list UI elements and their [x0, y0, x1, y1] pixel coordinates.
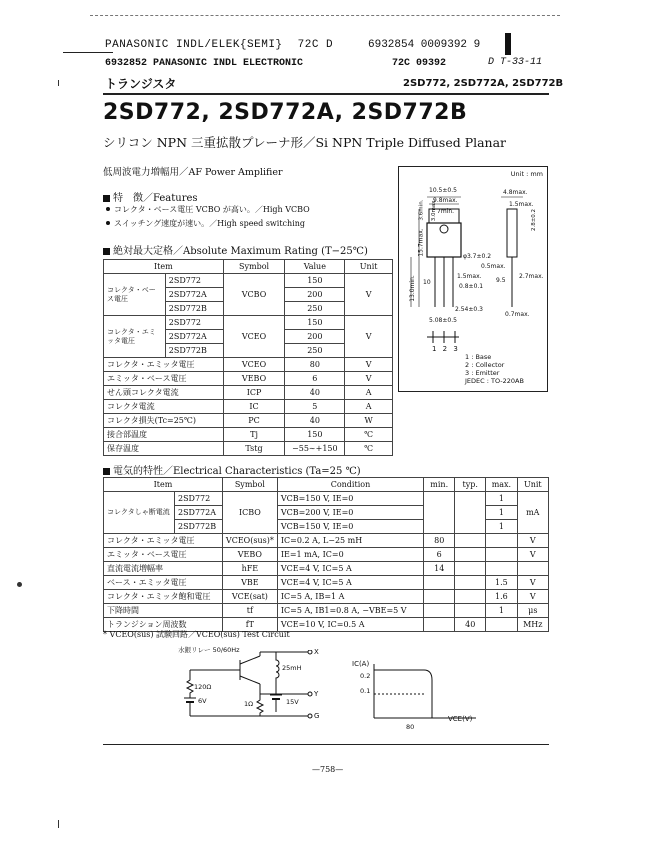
part-cell: 2SD772 — [165, 274, 223, 288]
unit-cell: V — [517, 576, 548, 590]
item-cell: エミッタ・ベース電圧 — [104, 548, 223, 562]
circuit-label: G — [314, 712, 320, 720]
item-cell: コレクタ・エミッタ電圧 — [104, 358, 224, 372]
feature-item — [106, 218, 305, 229]
abs-max-table — [103, 259, 393, 456]
unit-cell: ℃ — [345, 442, 393, 456]
item-cell: 接合部温度 — [104, 428, 224, 442]
row-label: コレクタしゃ断電流 — [104, 492, 175, 534]
col-header: Item — [104, 260, 224, 274]
dim-label: 0.5max. — [481, 263, 506, 270]
max-cell: 1 — [486, 604, 517, 618]
max-cell: 1 — [486, 492, 517, 506]
cond-cell: IE=1 mA, IC=0 — [277, 548, 423, 562]
symbol-cell: VBE — [222, 576, 277, 590]
symbol-cell: VEBO — [223, 372, 285, 386]
symbol-cell: VCEO(sus)* — [222, 534, 277, 548]
transistor-emitter — [240, 676, 260, 684]
value-cell: 40 — [285, 414, 345, 428]
col-header: Symbol — [222, 478, 277, 492]
symbol-cell: tf — [222, 604, 277, 618]
min-cell — [424, 590, 455, 604]
value-cell: 250 — [285, 302, 345, 316]
unit-cell: V — [517, 590, 548, 604]
value-cell: 150 — [285, 428, 345, 442]
col-header: min. — [424, 478, 455, 492]
unit-cell: A — [345, 386, 393, 400]
dim-label: 3.0max. — [431, 198, 438, 222]
max-cell: 1.5 — [486, 576, 517, 590]
row-label: コレクタ・ベース電圧 — [104, 274, 166, 316]
table-row — [104, 562, 549, 576]
typ-cell — [455, 604, 486, 618]
table-row — [104, 274, 393, 288]
symbol-cell: fT — [222, 618, 277, 632]
unit-cell: μs — [517, 604, 548, 618]
graph-ylabel: IC(A) — [352, 660, 370, 668]
table-row — [104, 428, 393, 442]
circuit-label: X — [314, 648, 319, 656]
table-row — [104, 534, 549, 548]
value-cell: 40 — [285, 386, 345, 400]
symbol-cell: ICP — [223, 386, 285, 400]
dim-label: 13.0min. — [408, 275, 416, 302]
item-cell: ベース・エミッタ電圧 — [104, 576, 223, 590]
unit-cell: V — [345, 274, 393, 316]
terminal-g — [308, 714, 312, 718]
min-cell — [424, 618, 455, 632]
header-line2-mid: 72C 09392 — [392, 58, 447, 69]
unit-cell: MHz — [517, 618, 548, 632]
value-cell: 200 — [285, 288, 345, 302]
dim-label: 3.6min. — [418, 199, 425, 221]
part-list: 2SD772, 2SD772A, 2SD772B — [403, 78, 564, 89]
table-row — [104, 316, 393, 330]
legend-line: 1 : Base — [465, 353, 492, 361]
package-unit-label: Unit : mm — [510, 170, 543, 178]
part-cell: 2SD772B — [165, 344, 223, 358]
table-row — [104, 604, 549, 618]
max-cell — [486, 562, 517, 576]
unit-cell: ℃ — [345, 428, 393, 442]
min-cell — [424, 604, 455, 618]
typ-cell — [455, 534, 486, 548]
terminal-x — [308, 650, 312, 654]
symbol-cell: VEBO — [222, 548, 277, 562]
header-line2-right: D T-33-11 — [488, 57, 543, 68]
resistor-1ohm — [257, 694, 263, 716]
top-dashed-line — [90, 15, 560, 16]
table-row — [104, 590, 549, 604]
part-cell: 2SD772A — [165, 288, 223, 302]
symbol-cell: VCEO — [223, 316, 285, 358]
header-rule — [63, 52, 113, 53]
dim-label: 15.7max. — [417, 228, 425, 257]
symbol-cell: hFE — [222, 562, 277, 576]
dim-label: 2.54±0.3 — [455, 306, 483, 313]
circuit-label: 120Ω — [194, 683, 212, 691]
symbol-cell: VCEO — [223, 358, 285, 372]
inductor — [276, 652, 279, 684]
dim-label: 2.7max. — [519, 273, 544, 280]
item-cell: 保存温度 — [104, 442, 224, 456]
graph-ytick: 0.2 — [360, 672, 371, 680]
symbol-cell: IC — [223, 400, 285, 414]
circuit-label: 15V — [286, 698, 299, 706]
col-header: Condition — [277, 478, 423, 492]
bullet-icon — [106, 221, 110, 225]
bullet-icon — [106, 207, 110, 211]
max-cell: 1.6 — [486, 590, 517, 604]
test-circuit-caption: * VCEO(sus) 試験回路／VCEO(sus) Test Circuit — [103, 630, 290, 639]
elec-table — [103, 477, 549, 632]
symbol-cell: Tstg — [223, 442, 285, 456]
graph-xlabel: VCE(V) — [448, 715, 473, 723]
min-cell: 14 — [424, 562, 455, 576]
mounting-hole — [440, 225, 448, 233]
header-black-bar — [505, 33, 511, 55]
relay-label: 水銀リレー 50/60Hz — [178, 646, 240, 654]
cond-cell: IC=0.2 A, L−25 mH — [277, 534, 423, 548]
section-bullet-icon — [103, 248, 110, 255]
header-line2-left: 6932852 PANASONIC INDL ELECTRONIC — [105, 58, 304, 69]
elec-heading — [103, 462, 361, 477]
unit-cell: V — [345, 372, 393, 386]
section-bullet-icon — [103, 468, 110, 475]
legend-line: JEDEC : TO-220AB — [465, 377, 524, 385]
unit-cell: A — [345, 400, 393, 414]
col-header: Unit — [345, 260, 393, 274]
dim-label: φ3.7±0.2 — [463, 253, 492, 260]
col-header: Unit — [517, 478, 548, 492]
circuit-label: 1Ω — [244, 700, 254, 708]
feature-text: コレクタ・ベース電圧 VCBO が高い。／High VCBO — [114, 205, 310, 214]
table-header-row — [104, 260, 393, 274]
table-row — [104, 442, 393, 456]
terminal-y — [308, 692, 312, 696]
feature-text: スイッチング速度が速い。／High speed switching — [114, 219, 306, 228]
cond-cell: VCB=150 V, IE=0 — [277, 492, 423, 506]
dim-label: 4.8max. — [503, 189, 528, 196]
transistor-collector — [240, 656, 260, 664]
min-cell — [424, 492, 455, 534]
graph-ytick: 0.1 — [360, 687, 371, 695]
header-line1-mid: 72C D — [297, 39, 334, 51]
max-cell — [486, 534, 517, 548]
margin-mark — [58, 820, 59, 828]
part-cell: 2SD772 — [174, 492, 222, 506]
max-cell — [486, 618, 517, 632]
table-row — [104, 358, 393, 372]
col-header: typ. — [455, 478, 486, 492]
col-header: max. — [486, 478, 517, 492]
min-cell: 80 — [424, 534, 455, 548]
unit-cell: V — [517, 534, 548, 548]
typ-cell — [455, 548, 486, 562]
table-header-row — [104, 478, 549, 492]
col-header: Item — [104, 478, 223, 492]
cond-cell: VCE=10 V, IC=0.5 A — [277, 618, 423, 632]
circuit-label: 25mH — [282, 664, 302, 672]
typ-cell: 40 — [455, 618, 486, 632]
table-row — [104, 386, 393, 400]
dim-label: 5.08±0.5 — [429, 317, 457, 324]
category-underline — [103, 93, 549, 95]
pin-legend — [465, 353, 524, 385]
category-label: トランジスタ — [105, 77, 177, 91]
min-cell: 6 — [424, 548, 455, 562]
dim-label: 10 — [423, 279, 431, 286]
features-heading-text: 特 徴／Features — [113, 193, 198, 204]
unit-cell: W — [345, 414, 393, 428]
header-line1-right: 6932854 0009392 9 — [368, 39, 481, 51]
unit-cell: V — [517, 548, 548, 562]
max-cell — [486, 548, 517, 562]
unit-cell: V — [345, 316, 393, 358]
value-cell: 150 — [285, 274, 345, 288]
item-cell: コレクタ・エミッタ電圧 — [104, 534, 223, 548]
item-cell: コレクタ電流 — [104, 400, 224, 414]
dim-label: 7min. — [437, 208, 455, 215]
value-cell: 150 — [285, 316, 345, 330]
table-row — [104, 372, 393, 386]
item-cell: 直流電流増幅率 — [104, 562, 223, 576]
dim-label: 1.5max. — [509, 201, 534, 208]
pin-numbers: 1 2 3 — [432, 345, 460, 353]
page-title: 2SD772, 2SD772A, 2SD772B — [103, 100, 468, 125]
max-cell: 1 — [486, 506, 517, 520]
item-cell: エミッタ・ベース電圧 — [104, 372, 224, 386]
header-line-1 — [105, 39, 333, 51]
unit-cell: V — [345, 358, 393, 372]
dim-label: 2.8±0.2 — [531, 208, 538, 232]
footer-rule — [103, 744, 549, 745]
dim-label: 9.5 — [496, 277, 506, 284]
circuit-label: Y — [314, 690, 319, 698]
cond-cell: VCE=4 V, IC=5 A — [277, 576, 423, 590]
page-number: —758— — [312, 765, 344, 774]
application-label: 低周波電力増幅用／AF Power Amplifier — [103, 167, 283, 178]
dim-label: 0.8±0.1 — [459, 283, 484, 290]
row-label: コレクタ・エミッタ電圧 — [104, 316, 166, 358]
item-cell: トランジション周波数 — [104, 618, 223, 632]
value-cell: 5 — [285, 400, 345, 414]
package-body — [427, 223, 461, 257]
circuit-label: 6V — [198, 697, 207, 705]
dim-label: 0.7max. — [505, 311, 530, 318]
table-row — [104, 492, 549, 506]
value-cell: 200 — [285, 330, 345, 344]
col-header: Symbol — [223, 260, 285, 274]
dim-label: 1.5max. — [457, 273, 482, 280]
section-bullet-icon — [103, 195, 110, 202]
symbol-cell: ICBO — [222, 492, 277, 534]
typ-cell — [455, 562, 486, 576]
margin-mark — [58, 80, 59, 86]
symbol-cell: PC — [223, 414, 285, 428]
unit-cell: mA — [517, 492, 548, 534]
item-cell: せん頭コレクタ電流 — [104, 386, 224, 400]
cond-cell: VCB=200 V, IE=0 — [277, 506, 423, 520]
cond-cell: IC=5 A, IB1=0.8 A, −VBE=5 V — [277, 604, 423, 618]
cond-cell: VCE=4 V, IC=5 A — [277, 562, 423, 576]
symbol-cell: Tj — [223, 428, 285, 442]
legend-line: 2 : Collector — [465, 361, 505, 369]
package-drawing-box — [398, 166, 548, 392]
abs-max-heading-text: 絶対最大定格／Absolute Maximum Rating (T−25℃) — [113, 246, 368, 257]
value-cell: 6 — [285, 372, 345, 386]
item-cell: コレクタ損失(Tc=25℃) — [104, 414, 224, 428]
table-row — [104, 548, 549, 562]
features-heading — [103, 189, 198, 204]
feature-item — [106, 204, 310, 215]
side-view-body — [507, 209, 517, 257]
unit-cell — [517, 562, 548, 576]
max-cell: 1 — [486, 520, 517, 534]
header-line1-left: PANASONIC INDL/ELEK{SEMI} — [105, 39, 283, 51]
typ-cell — [455, 590, 486, 604]
legend-line: 3 : Emitter — [465, 369, 500, 377]
resistor-120ohm — [187, 670, 193, 698]
symbol-cell: VCE(sat) — [222, 590, 277, 604]
typ-cell — [455, 576, 486, 590]
table-row — [104, 576, 549, 590]
cond-cell: IC=5 A, IB=1 A — [277, 590, 423, 604]
abs-max-heading — [103, 242, 368, 257]
part-cell: 2SD772 — [165, 316, 223, 330]
table-row — [104, 414, 393, 428]
part-cell: 2SD772A — [174, 506, 222, 520]
item-cell: 下降時間 — [104, 604, 223, 618]
min-cell — [424, 576, 455, 590]
dim-label: 9.8max. — [433, 197, 458, 204]
subtitle: シリコン NPN 三重拡散プレーナ形／Si NPN Triple Diffused Planar — [103, 135, 507, 150]
graph-xtick: 80 — [406, 723, 415, 731]
item-cell: コレクタ・エミッタ飽和電圧 — [104, 590, 223, 604]
value-cell: 80 — [285, 358, 345, 372]
cond-cell: VCB=150 V, IE=0 — [277, 520, 423, 534]
col-header: Value — [285, 260, 345, 274]
part-cell: 2SD772A — [165, 330, 223, 344]
table-row — [104, 400, 393, 414]
value-cell: −55∼+150 — [285, 442, 345, 456]
value-cell: 250 — [285, 344, 345, 358]
part-cell: 2SD772B — [174, 520, 222, 534]
margin-mark — [17, 582, 22, 587]
elec-heading-text: 電気的特性／Electrical Characteristics (Ta=25 ℃) — [113, 466, 361, 477]
typ-cell — [455, 492, 486, 534]
symbol-cell: VCBO — [223, 274, 285, 316]
dim-label: 10.5±0.5 — [429, 187, 457, 194]
part-cell: 2SD772B — [165, 302, 223, 316]
